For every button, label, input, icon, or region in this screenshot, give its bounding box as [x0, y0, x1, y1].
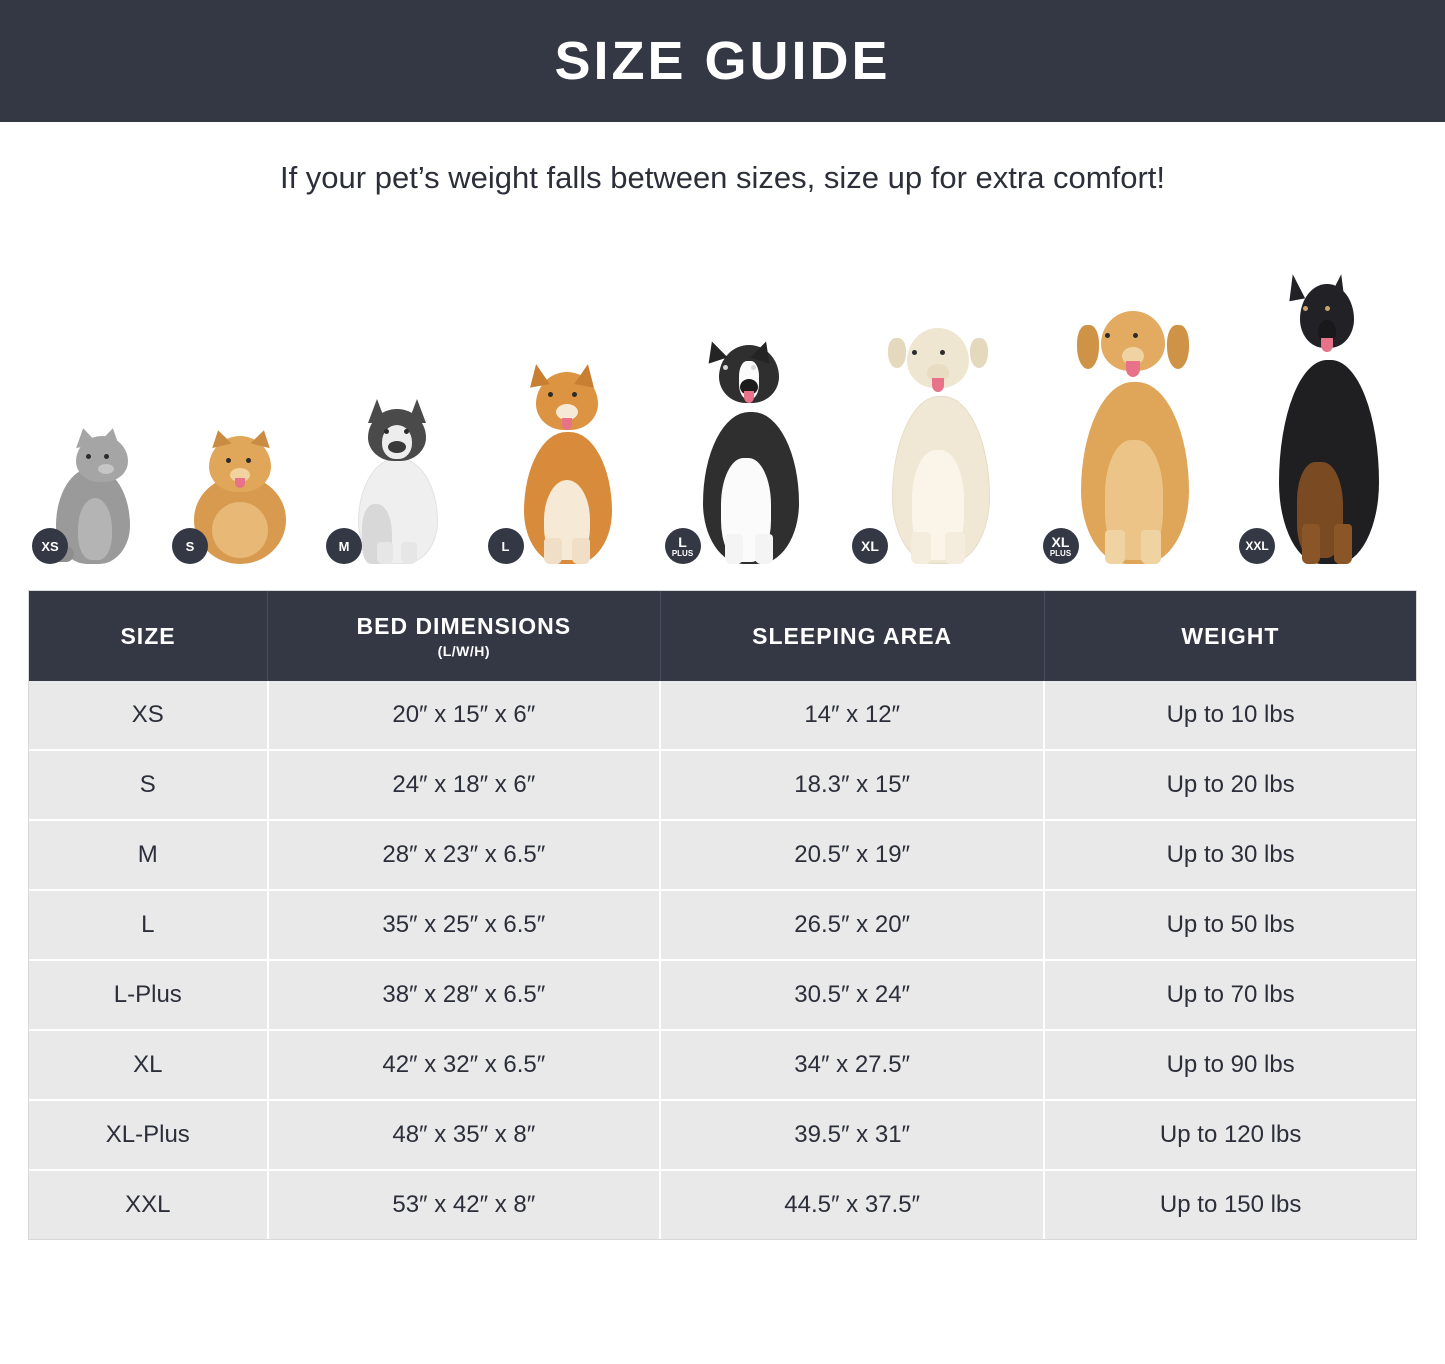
pet-illustration-s [170, 414, 310, 564]
column-header-sleeping-area: SLEEPING AREA [660, 591, 1044, 681]
pet-illustration-l-plus [661, 339, 836, 564]
cell-size: XL [29, 1030, 268, 1100]
cell-weight: Up to 50 lbs [1044, 890, 1416, 960]
size-badge-xxl: XXL [1239, 528, 1275, 564]
cell-bed-dimensions: 35″ x 25″ x 6.5″ [268, 890, 661, 960]
size-table-container [28, 590, 1417, 1240]
table-row [29, 1170, 1416, 1239]
size-badge-xl: XL [852, 528, 888, 564]
cell-bed-dimensions: 53″ x 42″ x 8″ [268, 1170, 661, 1239]
cell-sleeping-area: 34″ x 27.5″ [660, 1030, 1044, 1100]
page-header [0, 0, 1445, 122]
table-row [29, 1030, 1416, 1100]
table-body [29, 681, 1416, 1239]
cell-sleeping-area: 39.5″ x 31″ [660, 1100, 1044, 1170]
table-header-row [29, 591, 1416, 681]
column-header-weight: WEIGHT [1044, 591, 1416, 681]
cell-bed-dimensions: 42″ x 32″ x 6.5″ [268, 1030, 661, 1100]
pet-illustration-xs [28, 424, 158, 564]
table-row [29, 750, 1416, 820]
table-row [29, 820, 1416, 890]
cell-sleeping-area: 18.3″ x 15″ [660, 750, 1044, 820]
cell-size: L-Plus [29, 960, 268, 1030]
pet-size-illustrations [28, 234, 1417, 564]
cell-bed-dimensions: 20″ x 15″ x 6″ [268, 681, 661, 750]
size-table [29, 591, 1416, 1239]
column-subheader-bed-dimensions: (L/W/H) [437, 643, 491, 659]
cell-size: XXL [29, 1170, 268, 1239]
cell-weight: Up to 120 lbs [1044, 1100, 1416, 1170]
cell-sleeping-area: 20.5″ x 19″ [660, 820, 1044, 890]
cell-weight: Up to 20 lbs [1044, 750, 1416, 820]
cell-sleeping-area: 14″ x 12″ [660, 681, 1044, 750]
cell-bed-dimensions: 28″ x 23″ x 6.5″ [268, 820, 661, 890]
pet-illustration-xl-plus [1040, 309, 1225, 564]
column-header-bed-dimensions: BED DIMENSIONS (L/W/H) [268, 591, 661, 681]
cell-size: M [29, 820, 268, 890]
size-badge-s: S [172, 528, 208, 564]
size-badge-xl-plus: XL PLUS [1043, 528, 1079, 564]
size-badge-m: M [326, 528, 362, 564]
cell-sleeping-area: 30.5″ x 24″ [660, 960, 1044, 1030]
table-row [29, 890, 1416, 960]
cell-weight: Up to 30 lbs [1044, 820, 1416, 890]
cell-size: XS [29, 681, 268, 750]
cell-bed-dimensions: 48″ x 35″ x 8″ [268, 1100, 661, 1170]
cell-weight: Up to 70 lbs [1044, 960, 1416, 1030]
cell-sleeping-area: 26.5″ x 20″ [660, 890, 1044, 960]
cell-size: XL-Plus [29, 1100, 268, 1170]
page-title: SIZE GUIDE [554, 31, 891, 91]
subtitle-container [0, 122, 1445, 234]
cell-weight: Up to 90 lbs [1044, 1030, 1416, 1100]
table-row [29, 960, 1416, 1030]
size-badge-xs: XS [32, 528, 68, 564]
table-header [29, 591, 1416, 681]
cell-weight: Up to 10 lbs [1044, 681, 1416, 750]
cell-size: L [29, 890, 268, 960]
pet-illustration-xxl [1237, 284, 1417, 564]
size-badge-l: L [488, 528, 524, 564]
cell-bed-dimensions: 24″ x 18″ x 6″ [268, 750, 661, 820]
pet-illustration-l [484, 364, 649, 564]
cell-weight: Up to 150 lbs [1044, 1170, 1416, 1239]
subtitle-text: If your pet’s weight falls between sizes, size up for extra comfort! [279, 160, 1166, 195]
size-badge-l-plus: L PLUS [665, 528, 701, 564]
cell-sleeping-area: 44.5″ x 37.5″ [660, 1170, 1044, 1239]
table-row [29, 681, 1416, 750]
cell-size: S [29, 750, 268, 820]
table-row [29, 1100, 1416, 1170]
pet-illustration-m [322, 399, 472, 564]
cell-bed-dimensions: 38″ x 28″ x 6.5″ [268, 960, 661, 1030]
column-header-size: SIZE [29, 591, 268, 681]
pet-illustration-xl [848, 324, 1028, 564]
